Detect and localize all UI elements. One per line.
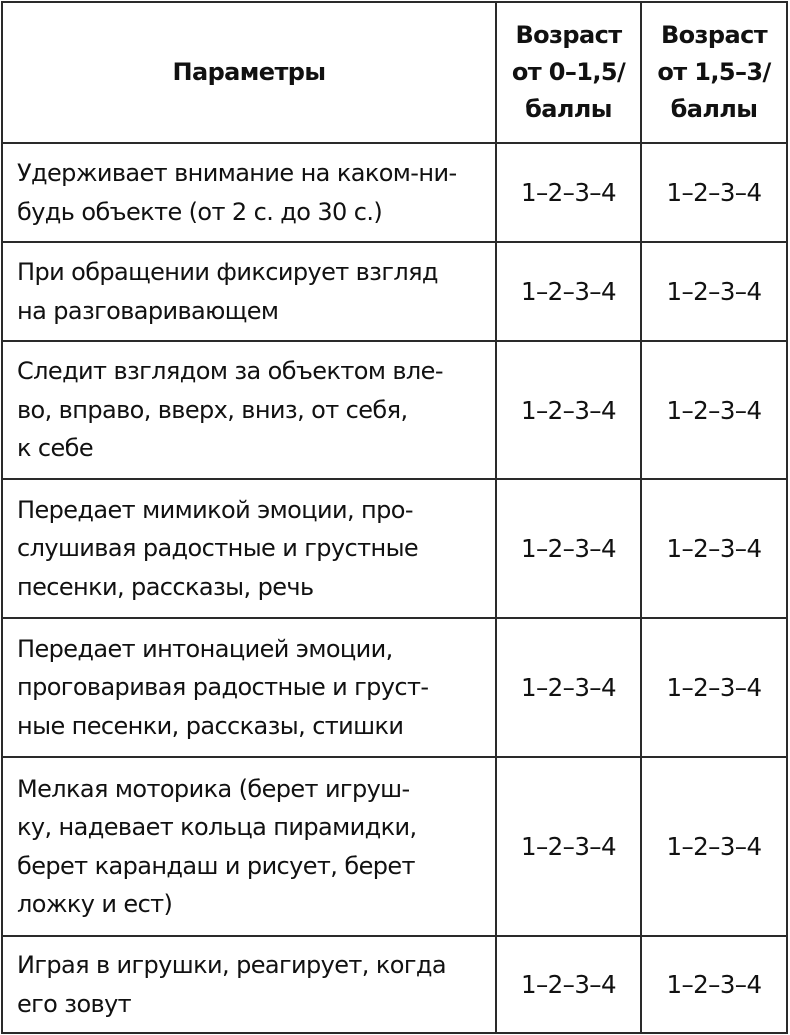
parameter-cell [2,479,496,618]
header-line: от 1,5–3/ [657,58,771,86]
parameter-cell [2,757,496,936]
score-cell-age-a: 1–2–3–4 [496,341,641,479]
table-row [2,242,787,341]
assessment-table [1,1,788,1034]
score-cell-age-b: 1–2–3–4 [641,936,787,1033]
header-parameters [2,2,496,143]
score-cell-age-b: 1–2–3–4 [641,618,787,757]
score-cell-age-b: 1–2–3–4 [641,242,787,341]
parameter-cell [2,618,496,757]
header-line: Возраст [660,21,768,49]
score-cell-age-a: 1–2–3–4 [496,936,641,1033]
parameter-line: во, вправо, вверх, вниз, от себя, [17,395,408,424]
parameter-line: будь объекте (от 2 с. до 30 с.) [17,197,383,226]
table-row [2,479,787,618]
parameter-line: песенки, рассказы, речь [17,572,314,601]
parameter-cell [2,242,496,341]
parameter-line: берет карандаш и рисует, берет [17,851,415,880]
header-line: баллы [525,95,612,123]
parameter-line: его зовут [17,989,132,1018]
parameter-line: При обращении фиксирует взгляд [17,258,438,286]
score-cell-age-b: 1–2–3–4 [641,143,787,242]
table-row [2,936,787,1033]
header-line: от 0–1,5/ [511,58,626,86]
parameter-line: Играя в игрушки, реагирует, когда [17,951,446,979]
parameter-line: к себе [17,434,94,463]
score-cell-age-a: 1–2–3–4 [496,242,641,341]
parameter-cell [2,936,496,1033]
table-row [2,341,787,479]
parameter-line: Удерживает внимание на каком-ни- [17,159,457,187]
score-cell-age-a: 1–2–3–4 [496,757,641,936]
header-age-1-5-3 [641,2,787,143]
parameter-cell [2,341,496,479]
score-cell-age-a: 1–2–3–4 [496,143,641,242]
parameter-line: на разговаривающем [17,296,279,325]
parameter-line: ложку и ест) [17,890,173,918]
score-cell-age-b: 1–2–3–4 [641,757,787,936]
score-cell-age-a: 1–2–3–4 [496,479,641,618]
table-row [2,757,787,936]
parameter-cell [2,143,496,242]
header-line: Возраст [515,21,622,49]
table-row [2,143,787,242]
parameter-line: Передает мимикой эмоции, про- [17,495,413,524]
header-row [2,2,787,143]
parameter-line: проговаривая радостные и груст- [17,673,429,702]
header-line: баллы [670,95,758,123]
header-age-0-1-5 [496,2,641,143]
score-cell-age-b: 1–2–3–4 [641,341,787,479]
table-row [2,618,787,757]
parameter-line: Передает интонацией эмоции, [17,634,393,663]
parameter-line: ные песенки, рассказы, стишки [17,711,404,740]
parameter-line: слушивая радостные и грустные [17,534,419,563]
header-parameters-label: Параметры [172,58,326,86]
score-cell-age-b: 1–2–3–4 [641,479,787,618]
parameter-line: Мелкая моторика (берет игруш- [17,774,410,803]
score-cell-age-a: 1–2–3–4 [496,618,641,757]
parameter-line: Следит взглядом за объектом вле- [17,357,443,386]
parameter-line: ку, надевает кольца пирамидки, [17,813,417,841]
